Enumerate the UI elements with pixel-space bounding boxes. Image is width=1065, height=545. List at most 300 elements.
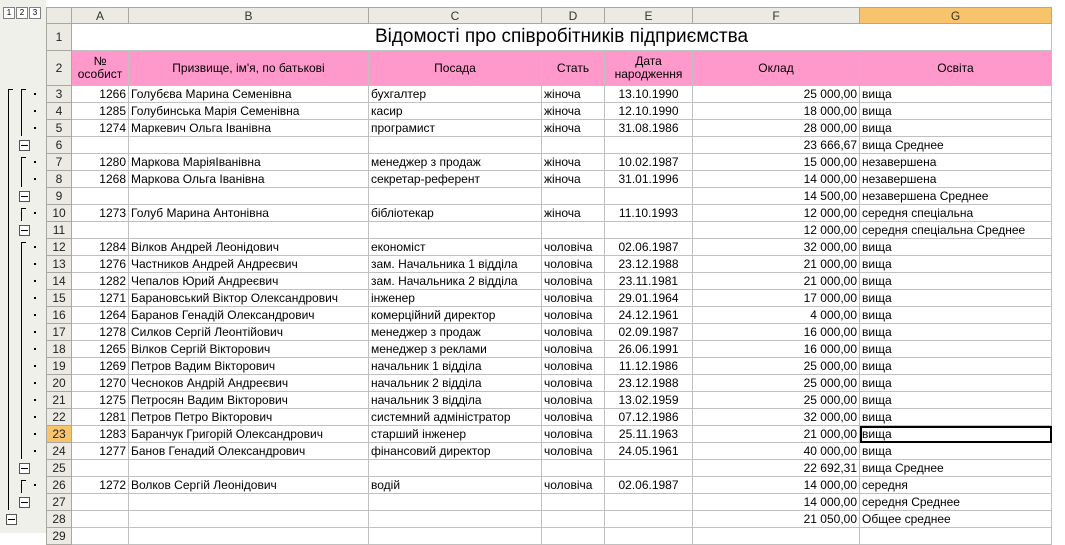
cell-c[interactable] [369, 137, 542, 154]
cell-c[interactable]: системний адміністратор [369, 409, 542, 426]
cell-g[interactable]: незавершена [860, 171, 1052, 188]
cell-b[interactable]: Маркевич Ольга Іванівна [129, 120, 369, 137]
cell-g[interactable]: вища Среднее [860, 137, 1052, 154]
cell-a[interactable]: 1283 [72, 426, 129, 443]
group-dot [34, 331, 36, 333]
table-row [47, 324, 1052, 341]
cell-c[interactable] [369, 222, 542, 239]
cell-f[interactable]: 21 000,00 [693, 426, 860, 443]
cell-g[interactable]: середня [860, 477, 1052, 494]
table-row [47, 375, 1052, 392]
cell-c[interactable]: інженер [369, 290, 542, 307]
cell-f[interactable]: 25 000,00 [693, 392, 860, 409]
cell-f[interactable]: 21 000,00 [693, 256, 860, 273]
group-dot [34, 178, 36, 180]
cell-e[interactable]: 31.01.1996 [605, 171, 693, 188]
cell-b[interactable]: Голубєва Марина Семенівна [129, 86, 369, 103]
cell-a[interactable]: 1282 [72, 273, 129, 290]
row-header[interactable]: 6 [47, 137, 72, 154]
cell-a[interactable]: 1266 [72, 86, 129, 103]
cell-b[interactable]: Вілков Андрей Леонідович [129, 239, 369, 256]
row-header[interactable]: 18 [47, 341, 72, 358]
cell-d[interactable]: чоловіча [542, 290, 605, 307]
cell-c[interactable]: зам. Начальника 2 відділа [369, 273, 542, 290]
group-dot [34, 263, 36, 265]
cell-b[interactable]: Силков Сергій Леонтійович [129, 324, 369, 341]
header-full-name[interactable]: Призвище, ім'я, по батькові [129, 51, 369, 86]
cell-f[interactable]: 40 000,00 [693, 443, 860, 460]
cell-g[interactable]: вища [860, 307, 1052, 324]
cell-g[interactable]: вища [860, 443, 1052, 460]
cell-e[interactable]: 23.12.1988 [605, 256, 693, 273]
title-row [47, 24, 1052, 51]
cell-f[interactable]: 16 000,00 [693, 324, 860, 341]
column-header-a[interactable]: A [72, 8, 129, 24]
cell-a[interactable]: 1277 [72, 443, 129, 460]
collapse-group-button[interactable] [19, 140, 30, 151]
cell-b[interactable]: Баранов Генадій Олександрович [129, 307, 369, 324]
table-row [47, 341, 1052, 358]
column-header-f[interactable]: F [693, 8, 860, 24]
header-birth-date[interactable]: Дата народження [605, 51, 693, 86]
cell-g[interactable]: вища Среднее [860, 460, 1052, 477]
cell-g[interactable]: вища [860, 341, 1052, 358]
table-row [47, 86, 1052, 103]
cell-g[interactable]: вища [860, 358, 1052, 375]
group-bracket [21, 480, 26, 493]
group-bracket [21, 208, 26, 221]
cell-c[interactable] [369, 494, 542, 511]
table-row [47, 103, 1052, 120]
cell-g[interactable]: середня спеціальна [860, 205, 1052, 222]
column-header-c[interactable]: C [369, 8, 542, 24]
group-dot [34, 314, 36, 316]
cell-f[interactable]: 16 000,00 [693, 341, 860, 358]
cell-c[interactable]: начальник 3 відділа [369, 392, 542, 409]
cell-a[interactable]: 1276 [72, 256, 129, 273]
cell-c[interactable]: начальник 2 відділа [369, 375, 542, 392]
group-dot [34, 127, 36, 129]
cell-b[interactable]: Голуб Марина Антонівна [129, 205, 369, 222]
table-row [47, 426, 1052, 443]
cell-b[interactable] [129, 137, 369, 154]
column-header-e[interactable]: E [605, 8, 693, 24]
cell-f[interactable]: 14 500,00 [693, 188, 860, 205]
cell-c[interactable]: фінансовий директор [369, 443, 542, 460]
empty-cell[interactable] [605, 528, 693, 545]
cell-e[interactable] [605, 460, 693, 477]
cell-e[interactable]: 02.06.1987 [605, 239, 693, 256]
cell-e[interactable]: 13.10.1990 [605, 86, 693, 103]
cell-c[interactable]: начальник 1 відділа [369, 358, 542, 375]
row-header[interactable]: 19 [47, 358, 72, 375]
cell-g[interactable]: незавершена [860, 154, 1052, 171]
cell-d[interactable] [542, 494, 605, 511]
cell-b[interactable]: Петров Вадим Вікторович [129, 358, 369, 375]
subtotal-row [47, 460, 1052, 477]
cell-f[interactable]: 32 000,00 [693, 409, 860, 426]
cell-e[interactable]: 23.12.1988 [605, 375, 693, 392]
cell-d[interactable]: жіноча [542, 205, 605, 222]
cell-b[interactable]: Чесноков Андрій Андреєвич [129, 375, 369, 392]
collapse-group-button[interactable] [19, 463, 30, 474]
header-gender[interactable]: Стать [542, 51, 605, 86]
cell-d[interactable]: чоловіча [542, 477, 605, 494]
cell-b[interactable]: Маркова Ольга Іванівна [129, 171, 369, 188]
group-dot [34, 348, 36, 350]
column-header-row [47, 8, 1052, 24]
row-header[interactable]: 23 [47, 426, 72, 443]
spreadsheet-grid [46, 7, 1052, 545]
cell-f[interactable]: 12 000,00 [693, 222, 860, 239]
cell-e[interactable]: 31.08.1986 [605, 120, 693, 137]
group-dot [34, 297, 36, 299]
outline-level-2-button[interactable]: 2 [16, 7, 28, 19]
cell-g[interactable]: вища [860, 256, 1052, 273]
cell-b[interactable]: Волков Сергій Леонідович [129, 477, 369, 494]
cell-d[interactable]: чоловіча [542, 426, 605, 443]
cell-e[interactable]: 11.10.1993 [605, 205, 693, 222]
table-row [47, 443, 1052, 460]
column-header-d[interactable]: D [542, 8, 605, 24]
row-header[interactable]: 26 [47, 477, 72, 494]
cell-c[interactable] [369, 511, 542, 528]
table-row [47, 205, 1052, 222]
cell-b[interactable]: Барановський Віктор Олександрович [129, 290, 369, 307]
row-header[interactable]: 7 [47, 154, 72, 171]
table-row [47, 154, 1052, 171]
cell-d[interactable] [542, 511, 605, 528]
subtotal-row [47, 137, 1052, 154]
group-dot [34, 399, 36, 401]
cell-e[interactable] [605, 222, 693, 239]
cell-e[interactable] [605, 137, 693, 154]
cell-d[interactable]: чоловіча [542, 443, 605, 460]
cell-e[interactable]: 24.05.1961 [605, 443, 693, 460]
cell-a[interactable] [72, 494, 129, 511]
column-header-g[interactable]: G [860, 8, 1052, 24]
cell-g[interactable]: вища [860, 409, 1052, 426]
cell-c[interactable]: комерційний директор [369, 307, 542, 324]
empty-cell[interactable] [860, 528, 1052, 545]
row-header[interactable]: 20 [47, 375, 72, 392]
cell-f[interactable]: 21 000,00 [693, 273, 860, 290]
cell-f[interactable]: 15 000,00 [693, 154, 860, 171]
cell-f[interactable]: 28 000,00 [693, 120, 860, 137]
cell-d[interactable] [542, 460, 605, 477]
cell-c[interactable]: водій [369, 477, 542, 494]
group-dot [34, 110, 36, 112]
cell-d[interactable] [542, 188, 605, 205]
row-header[interactable]: 10 [47, 205, 72, 222]
row-header[interactable]: 16 [47, 307, 72, 324]
cell-d[interactable]: чоловіча [542, 324, 605, 341]
header-row [47, 51, 1052, 86]
cell-e[interactable]: 26.06.1991 [605, 341, 693, 358]
cell-g[interactable]: вища [860, 103, 1052, 120]
cell-d[interactable]: чоловіча [542, 358, 605, 375]
collapse-group-button[interactable] [19, 191, 30, 202]
cell-b[interactable]: Баранчук Григорій Олександрович [129, 426, 369, 443]
header-education[interactable]: Освіта [860, 51, 1052, 86]
cell-a[interactable]: 1270 [72, 375, 129, 392]
row-header[interactable]: 27 [47, 494, 72, 511]
cell-a[interactable]: 1280 [72, 154, 129, 171]
cell-d[interactable] [542, 137, 605, 154]
select-all-corner[interactable] [47, 8, 72, 24]
outline-levels [3, 7, 41, 19]
row-header[interactable]: 22 [47, 409, 72, 426]
cell-f[interactable]: 21 050,00 [693, 511, 860, 528]
cell-b[interactable] [129, 494, 369, 511]
cell-d[interactable]: жіноча [542, 154, 605, 171]
subtotal-row [47, 188, 1052, 205]
cell-f[interactable]: 4 000,00 [693, 307, 860, 324]
cell-d[interactable]: чоловіча [542, 307, 605, 324]
cell-g[interactable]: вища [860, 392, 1052, 409]
cell-g[interactable]: Общее среднее [860, 511, 1052, 528]
cell-g[interactable]: вища [860, 290, 1052, 307]
cell-b[interactable]: Маркова МаріяІванівна [129, 154, 369, 171]
cell-e[interactable]: 29.01.1964 [605, 290, 693, 307]
outline-level-1-button[interactable]: 1 [3, 7, 15, 19]
header-position[interactable]: Посада [369, 51, 542, 86]
subtotal-row [47, 222, 1052, 239]
cell-a[interactable] [72, 188, 129, 205]
sheet-title[interactable]: Відомості про співробітників підприємства [72, 24, 1052, 51]
group-dot [34, 484, 36, 486]
row-header[interactable]: 14 [47, 273, 72, 290]
row-header[interactable]: 28 [47, 511, 72, 528]
group-dot [34, 365, 36, 367]
cell-a[interactable]: 1273 [72, 205, 129, 222]
table-row [47, 358, 1052, 375]
cell-e[interactable]: 02.09.1987 [605, 324, 693, 341]
cell-f[interactable]: 25 000,00 [693, 375, 860, 392]
group-dot [34, 212, 36, 214]
outline-bar [0, 0, 46, 533]
cell-b[interactable] [129, 188, 369, 205]
row-header[interactable]: 25 [47, 460, 72, 477]
table-row [47, 409, 1052, 426]
cell-c[interactable] [369, 188, 542, 205]
cell-a[interactable]: 1285 [72, 103, 129, 120]
table-row [47, 239, 1052, 256]
cell-d[interactable]: жіноча [542, 86, 605, 103]
cell-e[interactable]: 23.11.1981 [605, 273, 693, 290]
cell-b[interactable]: Банов Генадий Олександрович [129, 443, 369, 460]
cell-b[interactable]: Чепалов Юрий Андреєвич [129, 273, 369, 290]
cell-b[interactable]: Петросян Вадим Вікторович [129, 392, 369, 409]
table-row [47, 528, 1052, 545]
cell-f[interactable]: 25 000,00 [693, 86, 860, 103]
cell-a[interactable]: 1265 [72, 341, 129, 358]
row-header[interactable]: 1 [47, 24, 72, 51]
row-header[interactable]: 17 [47, 324, 72, 341]
cell-e[interactable]: 12.10.1990 [605, 103, 693, 120]
cell-d[interactable]: чоловіча [542, 256, 605, 273]
cell-d[interactable]: чоловіча [542, 409, 605, 426]
collapse-all-button[interactable] [6, 514, 17, 525]
table-row [47, 120, 1052, 137]
cell-d[interactable]: жіноча [542, 103, 605, 120]
cell-b[interactable] [129, 222, 369, 239]
cell-c[interactable]: касир [369, 103, 542, 120]
row-header[interactable]: 8 [47, 171, 72, 188]
table-row [47, 256, 1052, 273]
cell-d[interactable]: чоловіча [542, 273, 605, 290]
cell-g[interactable]: вища [860, 239, 1052, 256]
cell-e[interactable]: 25.11.1963 [605, 426, 693, 443]
cell-g[interactable]: вища [860, 375, 1052, 392]
group-bracket [21, 89, 26, 136]
cell-a[interactable] [72, 222, 129, 239]
collapse-group-button[interactable] [19, 497, 30, 508]
cell-b[interactable]: Частников Андрей Андреєвич [129, 256, 369, 273]
cell-e[interactable]: 11.12.1986 [605, 358, 693, 375]
cell-g[interactable]: вища [860, 273, 1052, 290]
empty-cell[interactable] [129, 528, 369, 545]
cell-b[interactable] [129, 460, 369, 477]
row-header[interactable]: 2 [47, 51, 72, 86]
cell-c[interactable] [369, 460, 542, 477]
cell-b[interactable]: Петров Петро Вікторович [129, 409, 369, 426]
cell-c[interactable]: бібліотекар [369, 205, 542, 222]
cell-f[interactable]: 14 000,00 [693, 477, 860, 494]
cell-a[interactable]: 1272 [72, 477, 129, 494]
cell-d[interactable]: чоловіча [542, 375, 605, 392]
cell-b[interactable]: Вілков Сергій Вікторович [129, 341, 369, 358]
cell-d[interactable]: чоловіча [542, 392, 605, 409]
cell-f[interactable]: 12 000,00 [693, 205, 860, 222]
cell-f[interactable]: 25 000,00 [693, 358, 860, 375]
row-header[interactable]: 4 [47, 103, 72, 120]
cell-a[interactable]: 1284 [72, 239, 129, 256]
cell-g[interactable]: вища [860, 120, 1052, 137]
row-header[interactable]: 24 [47, 443, 72, 460]
row-header[interactable]: 29 [47, 528, 72, 545]
cell-a[interactable]: 1275 [72, 392, 129, 409]
cell-g[interactable]: вища [860, 324, 1052, 341]
cell-c[interactable]: менеджер з продаж [369, 324, 542, 341]
cell-e[interactable] [605, 188, 693, 205]
collapse-group-button[interactable] [19, 225, 30, 236]
cell-a[interactable] [72, 511, 129, 528]
group-dot [34, 161, 36, 163]
cell-e[interactable] [605, 494, 693, 511]
empty-cell[interactable] [369, 528, 542, 545]
subtotal-row [47, 511, 1052, 528]
row-header[interactable]: 15 [47, 290, 72, 307]
empty-cell[interactable] [72, 528, 129, 545]
cell-a[interactable]: 1274 [72, 120, 129, 137]
cell-c[interactable]: бухгалтер [369, 86, 542, 103]
table-row [47, 290, 1052, 307]
cell-f[interactable]: 23 666,67 [693, 137, 860, 154]
cell-c[interactable]: зам. Начальника 1 відділа [369, 256, 542, 273]
group-dot [34, 93, 36, 95]
column-header-b[interactable]: B [129, 8, 369, 24]
cell-c[interactable]: економіст [369, 239, 542, 256]
group-dot [34, 280, 36, 282]
row-header[interactable]: 9 [47, 188, 72, 205]
cell-e[interactable] [605, 511, 693, 528]
cell-a[interactable] [72, 460, 129, 477]
cell-g[interactable]: вища [860, 86, 1052, 103]
row-header[interactable]: 3 [47, 86, 72, 103]
subtotal-row [47, 494, 1052, 511]
cell-a[interactable]: 1264 [72, 307, 129, 324]
cell-f[interactable]: 32 000,00 [693, 239, 860, 256]
header-salary[interactable]: Оклад [693, 51, 860, 86]
outline-level-3-button[interactable]: 3 [29, 7, 41, 19]
cell-c[interactable]: програмист [369, 120, 542, 137]
cell-g[interactable]: вища [860, 426, 1052, 443]
cell-a[interactable]: 1278 [72, 324, 129, 341]
cell-d[interactable]: жіноча [542, 120, 605, 137]
empty-cell[interactable] [542, 528, 605, 545]
group-dot [34, 450, 36, 452]
outer-group-bracket [8, 89, 13, 510]
cell-g[interactable]: незавершена Среднее [860, 188, 1052, 205]
table-row [47, 307, 1052, 324]
table-row [47, 171, 1052, 188]
cell-e[interactable]: 10.02.1987 [605, 154, 693, 171]
cell-e[interactable]: 07.12.1986 [605, 409, 693, 426]
cell-f[interactable]: 22 692,31 [693, 460, 860, 477]
cell-e[interactable]: 02.06.1987 [605, 477, 693, 494]
table-row [47, 273, 1052, 290]
empty-cell[interactable] [693, 528, 860, 545]
cell-c[interactable]: менеджер з реклами [369, 341, 542, 358]
cell-d[interactable]: жіноча [542, 171, 605, 188]
cell-c[interactable]: менеджер з продаж [369, 154, 542, 171]
cell-d[interactable]: чоловіча [542, 341, 605, 358]
group-bracket [21, 242, 26, 459]
row-header[interactable]: 11 [47, 222, 72, 239]
cell-b[interactable] [129, 511, 369, 528]
row-header[interactable]: 12 [47, 239, 72, 256]
row-header[interactable]: 5 [47, 120, 72, 137]
group-dot [34, 382, 36, 384]
cell-f[interactable]: 18 000,00 [693, 103, 860, 120]
cell-c[interactable]: старший інженер [369, 426, 542, 443]
group-dot [34, 246, 36, 248]
cell-a[interactable]: 1281 [72, 409, 129, 426]
cell-g[interactable]: середня спеціальна Среднее [860, 222, 1052, 239]
cell-f[interactable]: 14 000,00 [693, 494, 860, 511]
cell-e[interactable]: 13.02.1959 [605, 392, 693, 409]
cell-e[interactable]: 24.12.1961 [605, 307, 693, 324]
cell-a[interactable]: 1269 [72, 358, 129, 375]
cell-b[interactable]: Голубинська Марія Семенівна [129, 103, 369, 120]
row-header[interactable]: 21 [47, 392, 72, 409]
cell-a[interactable]: 1271 [72, 290, 129, 307]
cell-a[interactable] [72, 137, 129, 154]
row-header[interactable]: 13 [47, 256, 72, 273]
header-personal-number[interactable]: № особист [72, 51, 129, 86]
cell-c[interactable]: секретар-референт [369, 171, 542, 188]
cell-d[interactable]: чоловіча [542, 239, 605, 256]
cell-f[interactable]: 17 000,00 [693, 290, 860, 307]
cell-g[interactable]: середня Среднее [860, 494, 1052, 511]
cell-d[interactable] [542, 222, 605, 239]
cell-f[interactable]: 14 000,00 [693, 171, 860, 188]
group-dot [34, 416, 36, 418]
cell-a[interactable]: 1268 [72, 171, 129, 188]
table-row [47, 392, 1052, 409]
group-dot [34, 433, 36, 435]
